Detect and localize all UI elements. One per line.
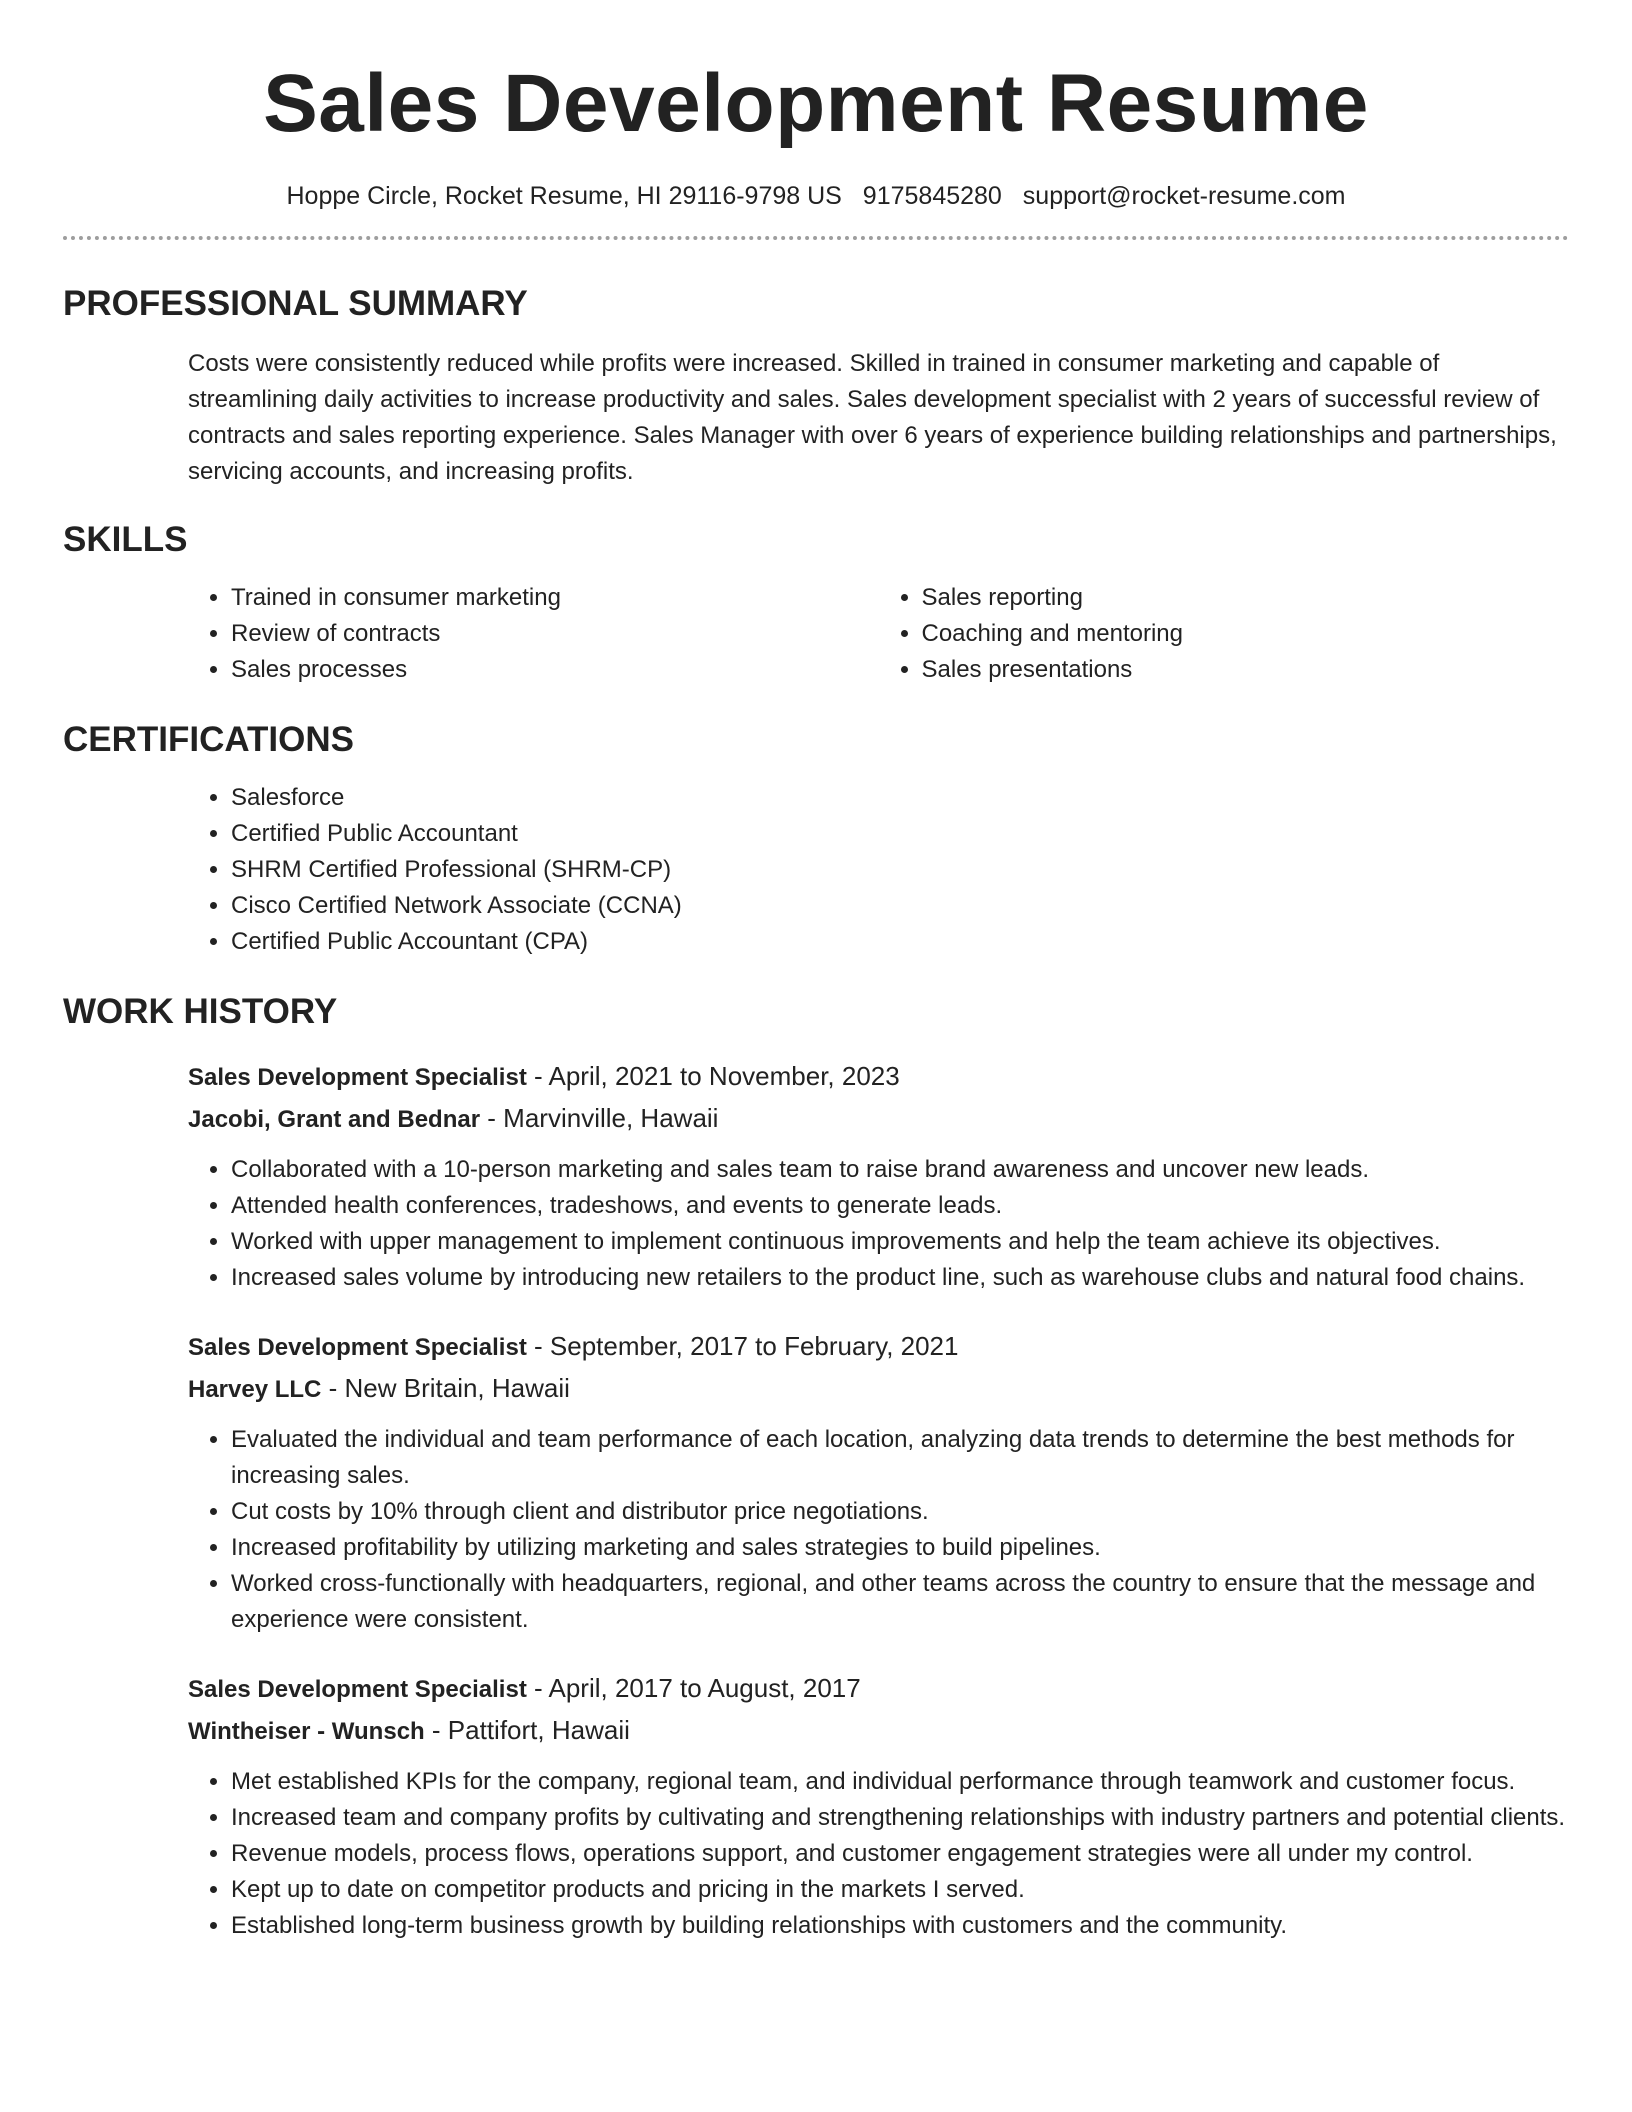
certifications-wrap xyxy=(63,780,1569,960)
job-bullet: • Attended health conferences, tradeshows, and events to generate leads. xyxy=(231,1188,1569,1224)
job-location: - Pattifort, Hawaii xyxy=(424,1715,630,1745)
job-dates: - April, 2017 to August, 2017 xyxy=(526,1673,861,1703)
skill-item: • Review of contracts xyxy=(231,616,879,652)
job-role-line xyxy=(188,1668,1569,1710)
job-bullets xyxy=(188,1422,1569,1638)
skill-item: • Sales reporting xyxy=(922,580,1570,616)
job-bullet: • Cut costs by 10% through client and distributor price negotiations. xyxy=(231,1494,1569,1530)
job-location: - Marvinville, Hawaii xyxy=(480,1103,719,1133)
job-company: Wintheiser - Wunsch xyxy=(188,1718,425,1745)
job-bullet: • Met established KPIs for the company, regional team, and individual performance through teamwork and customer focus. xyxy=(231,1764,1569,1800)
job-bullet: • Evaluated the individual and team performance of each location, analyzing data trends to determine the best methods for increasing sales. xyxy=(231,1422,1569,1494)
job-role-line xyxy=(188,1326,1569,1368)
contact-email: support@rocket-resume.com xyxy=(1022,182,1346,210)
contact-address: Hoppe Circle, Rocket Resume, HI 29116-9798 US xyxy=(286,182,842,210)
job-bullet: • Collaborated with a 10-person marketing and sales team to raise brand awareness and uncover new leads. xyxy=(231,1152,1569,1188)
contact-line xyxy=(63,180,1569,212)
job-bullet: • Worked with upper management to implement continuous improvements and help the team achieve its objectives. xyxy=(231,1224,1569,1260)
skills-list-left xyxy=(188,580,879,688)
certifications-list xyxy=(188,780,1569,960)
certification-item: • Certified Public Accountant (CPA) xyxy=(231,924,1569,960)
job-entry xyxy=(63,1326,1569,1638)
summary-text: Costs were consistently reduced while profits were increased. Skilled in trained in consumer marketing and capable of streamlining daily activities to increase productivity and sales. Sales development specialist with 2 years of successful review of contracts and sales reporting experience. Sales Manager with over 6 years of experience building relationships and partnerships, servicing accounts, and increasing profits. xyxy=(188,350,1557,485)
certification-item: • SHRM Certified Professional (SHRM-CP) xyxy=(231,852,1569,888)
job-role: Sales Development Specialist xyxy=(188,1334,527,1361)
job-location: - New Britain, Hawaii xyxy=(321,1373,570,1403)
skill-item: • Sales presentations xyxy=(922,652,1570,688)
skill-item: • Sales processes xyxy=(231,652,879,688)
certification-item: • Certified Public Accountant xyxy=(231,816,1569,852)
job-entry xyxy=(63,1668,1569,1944)
summary-title: PROFESSIONAL SUMMARY xyxy=(63,284,528,323)
job-company-line xyxy=(188,1098,1569,1140)
job-bullet: • Increased team and company profits by cultivating and strengthening relationships with industry partners and potential clients. xyxy=(231,1800,1569,1836)
work-history-title: WORK HISTORY xyxy=(63,992,338,1031)
job-company-line xyxy=(188,1710,1569,1752)
skill-item: • Trained in consumer marketing xyxy=(231,580,879,616)
job-role-line xyxy=(188,1056,1569,1098)
skills-section xyxy=(63,518,1569,688)
job-role: Sales Development Specialist xyxy=(188,1676,527,1703)
skills-title: SKILLS xyxy=(63,520,188,559)
job-company: Harvey LLC xyxy=(188,1376,322,1403)
resume-name: Sales Development Resume xyxy=(263,58,1369,149)
job-bullet: • Worked cross-functionally with headquarters, regional, and other teams across the country to ensure that the message and experience were consistent. xyxy=(231,1566,1569,1638)
header-divider xyxy=(63,236,1569,240)
job-bullet: • Established long-term business growth by building relationships with customers and the community. xyxy=(231,1908,1569,1944)
skills-list-right xyxy=(879,580,1570,688)
contact-phone: 9175845280 xyxy=(862,182,1002,210)
job-bullets xyxy=(188,1764,1569,1944)
job-entry xyxy=(63,1056,1569,1296)
skill-item: • Coaching and mentoring xyxy=(922,616,1570,652)
certifications-section xyxy=(63,718,1569,960)
job-bullets xyxy=(188,1152,1569,1296)
work-history-section xyxy=(63,990,1569,1944)
job-bullet: • Revenue models, process flows, operations support, and customer engagement strategies were all under my control. xyxy=(231,1836,1569,1872)
job-bullet: • Increased profitability by utilizing marketing and sales strategies to build pipelines. xyxy=(231,1530,1569,1566)
job-dates: - April, 2021 to November, 2023 xyxy=(526,1061,900,1091)
job-bullet: • Kept up to date on competitor products and pricing in the markets I served. xyxy=(231,1872,1569,1908)
job-bullet: • Increased sales volume by introducing new retailers to the product line, such as warehouse clubs and natural food chains. xyxy=(231,1260,1569,1296)
job-role: Sales Development Specialist xyxy=(188,1064,527,1091)
resume-header xyxy=(63,0,1569,212)
job-company: Jacobi, Grant and Bednar xyxy=(188,1106,481,1133)
job-dates: - September, 2017 to February, 2021 xyxy=(526,1331,959,1361)
certification-item: • Cisco Certified Network Associate (CCNA) xyxy=(231,888,1569,924)
summary-section xyxy=(63,282,1569,490)
certifications-title: CERTIFICATIONS xyxy=(63,720,355,759)
certification-item: • Salesforce xyxy=(231,780,1569,816)
skills-columns xyxy=(63,562,1569,688)
job-company-line xyxy=(188,1368,1569,1410)
